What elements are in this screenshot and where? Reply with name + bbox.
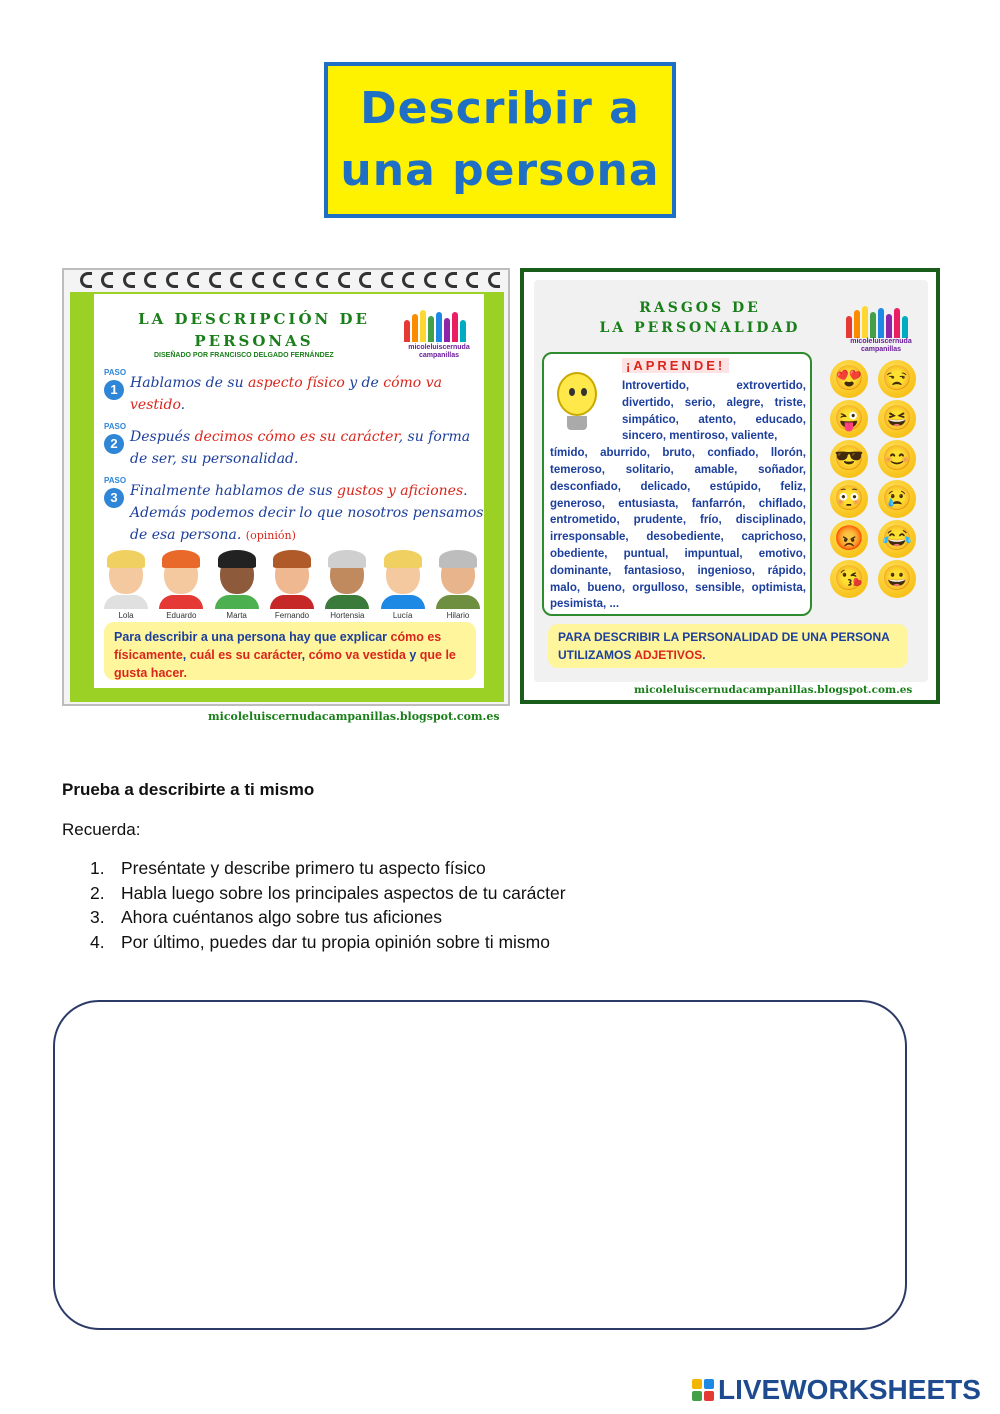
emoji-icon: 😜 [830, 400, 868, 438]
card-note: Para describir a una persona hay que explicar cómo es físicamente, cuál es su carácter, cómo va vestida y que le gusta hacer. [104, 622, 476, 680]
hands-logo-icon [846, 304, 914, 338]
list-item: 3. Ahora cuéntanos algo sobre tus aficiones [90, 907, 443, 927]
title-line-1: Describir a [360, 83, 640, 134]
card-credit: DISEÑADO POR FRANCISCO DELGADO FERNÁNDEZ [154, 352, 334, 359]
step-text: Después decimos cómo es su carácter, su forma de ser, su personalidad. [130, 429, 471, 467]
person-avatar: Marta [213, 554, 261, 624]
liveworksheets-logo-icon [692, 1379, 714, 1401]
emoji-icon: 😢 [878, 480, 916, 518]
person-avatar: Fernando [268, 554, 316, 624]
people-row [102, 554, 482, 624]
emoji-icon: 😡 [830, 520, 868, 558]
emoji-icon: 😎 [830, 440, 868, 478]
card-title: LA DESCRIPCIÓN DE PERSONAS [138, 310, 370, 350]
descripcion-card [62, 268, 510, 723]
step-text: Finalmente hablamos de sus gustos y aficiones. Además podemos decir lo que nosotros pensamos de esa persona. (opinión) [130, 483, 484, 543]
card-note: PARA DESCRIBIR LA PERSONALIDAD DE UNA PERSONA UTILIZAMOS ADJETIVOS. [548, 624, 908, 668]
step-number: 1 [104, 380, 124, 400]
emoji-icon: 😒 [878, 360, 916, 398]
person-avatar: Lola [102, 554, 150, 624]
title-box [324, 62, 676, 218]
emoji-icon: 😀 [878, 560, 916, 598]
card-footer: micoleluiscernudacampanillas.blogspot.com.es [634, 684, 913, 696]
aprende-box [542, 352, 812, 616]
recuerda-label: Recuerda: [62, 820, 141, 839]
list-item: 2. Habla luego sobre los principales aspectos de tu carácter [90, 882, 566, 903]
card-footer: micoleluiscernudacampanillas.blogspot.com.es [208, 710, 500, 723]
instructions-list [90, 856, 566, 954]
logo-text: micoleluiscernuda campanillas [850, 338, 912, 353]
list-item: 1. Preséntate y describe primero tu aspecto físico [90, 858, 486, 878]
paso-label: PASO [104, 368, 127, 377]
emoji-grid [830, 360, 920, 598]
person-avatar: Eduardo [157, 554, 205, 624]
rasgos-content [534, 280, 928, 682]
list-item: 4. Por último, puedes dar tu propia opinión sobre ti mismo [90, 931, 550, 952]
rasgos-card [520, 268, 940, 704]
emoji-icon: 😳 [830, 480, 868, 518]
emoji-icon: 😆 [878, 400, 916, 438]
step-number: 3 [104, 488, 124, 508]
emoji-icon: 😍 [830, 360, 868, 398]
paso-label: PASO [104, 422, 127, 431]
logo-text: micoleluiscernuda campanillas [408, 344, 470, 359]
step-text: Hablamos de su aspecto físico y de cómo va vestido. [130, 375, 442, 413]
emoji-icon: 😘 [830, 560, 868, 598]
adjectives-list: Introvertido, extrovertido, divertido, serio, alegre, triste, simpático, atento, educado, sincero, mentiroso, valiente, tímido, aburrido, bruto, confiado, llorón, temeroso, solitario, amable, soñador, desconfiado, delicado, estúpido, feliz, generoso, entusiasta, fanfarrón, chiflado, entrometido, prudente, frío, disciplinado, irresponsable, desobediente, caprichoso, obediente, puntual, impuntual, emotivo, dominante, fantasioso, ingenioso, rápido, malo, bueno, orgulloso, sensible, optimista, pesimista, ... [550, 380, 806, 611]
answer-textbox[interactable] [53, 1000, 907, 1330]
title-line-2: una persona [340, 145, 660, 196]
aprende-label: ¡APRENDE! [622, 358, 729, 373]
person-avatar: Hortensia [323, 554, 371, 624]
brand-text: LIVEWORKSHEETS [718, 1374, 981, 1405]
person-avatar: Hilario [434, 554, 482, 624]
emoji-icon: 😊 [878, 440, 916, 478]
step-number: 2 [104, 434, 124, 454]
descripcion-content [94, 294, 484, 688]
spiral-binding [80, 272, 500, 290]
emoji-icon: 😂 [878, 520, 916, 558]
section-heading: Prueba a describirte a ti mismo [62, 780, 315, 799]
green-frame [70, 292, 504, 723]
hands-logo-icon [404, 308, 472, 342]
person-avatar: Lucía [379, 554, 427, 624]
card-title: RASGOS DE LA PERSONALIDAD [599, 300, 801, 336]
liveworksheets-brand [692, 1374, 981, 1406]
paso-label: PASO [104, 476, 127, 485]
